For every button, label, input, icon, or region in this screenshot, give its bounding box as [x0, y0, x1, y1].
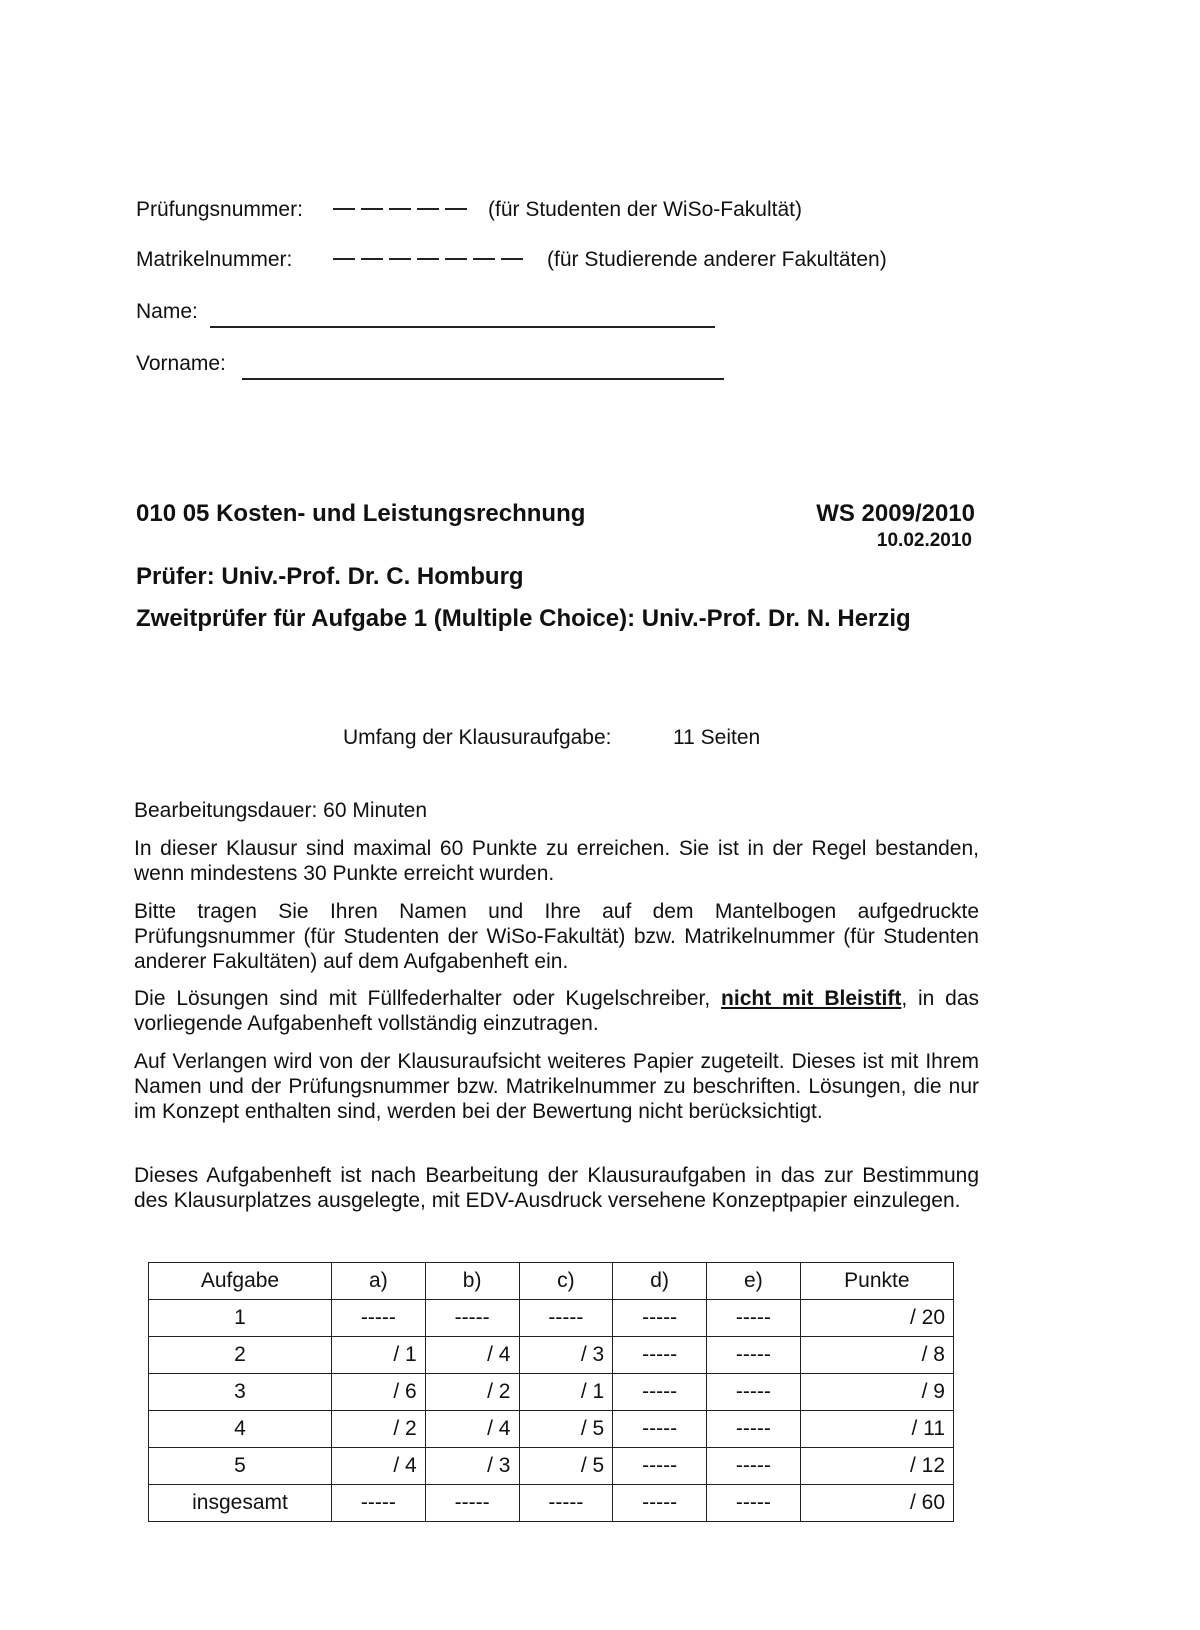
score-cell: / 4 — [332, 1448, 426, 1485]
task-number: 2 — [149, 1337, 332, 1374]
score-cell: ----- — [425, 1300, 519, 1337]
pen-text-after: , in das vorliegende Aufgabenheft vollständig einzutragen. — [134, 987, 980, 1035]
header-a: a) — [332, 1263, 426, 1300]
header-c: c) — [519, 1263, 613, 1300]
task-number: 1 — [149, 1300, 332, 1337]
score-cell: ----- — [613, 1411, 707, 1448]
score-cell: ----- — [332, 1485, 426, 1522]
exam-date: 10.02.2010 — [876, 530, 972, 551]
table-row — [149, 1374, 954, 1411]
table-row-total — [149, 1485, 954, 1522]
score-cell: ----- — [707, 1300, 801, 1337]
score-cell: / 1 — [519, 1374, 613, 1411]
score-cell: / 5 — [519, 1448, 613, 1485]
points-cell: / 11 — [800, 1411, 953, 1448]
total-label: insgesamt — [149, 1485, 332, 1522]
score-cell: / 3 — [519, 1337, 613, 1374]
name-entry-text: Bitte tragen Sie Ihren Namen und Ihre auf dem Mantelbogen aufgedruckte Prüfungsnummer (für Studenten der WiSo-Fakultät) bzw. Matrikelnummer (für Studenten anderer Fakultäten) auf dem Aufgabenheft ein. — [134, 900, 979, 973]
score-cell: ----- — [707, 1485, 801, 1522]
exam-number-hint: (für Studenten der WiSo-Fakultät) — [488, 198, 802, 221]
score-cell: / 1 — [332, 1337, 426, 1374]
semester: WS 2009/2010 — [816, 500, 975, 527]
score-cell: ----- — [332, 1300, 426, 1337]
points-cell: / 20 — [800, 1300, 953, 1337]
name-label: Name: — [136, 300, 198, 323]
score-cell: ----- — [707, 1448, 801, 1485]
pen-text-emphasis: nicht mit Bleistift — [721, 987, 902, 1010]
name-field[interactable] — [210, 308, 715, 328]
score-cell: ----- — [613, 1448, 707, 1485]
score-cell: / 4 — [425, 1337, 519, 1374]
table-row — [149, 1411, 954, 1448]
scope-value: 11 Seiten — [673, 726, 761, 749]
score-cell: ----- — [707, 1411, 801, 1448]
score-cell: ----- — [613, 1300, 707, 1337]
table-row — [149, 1337, 954, 1374]
return-text: Dieses Aufgabenheft ist nach Bearbeitung der Klausuraufgaben in das zur Bestimmung des Klausurplatzes ausgelegte, mit EDV-Ausdruck versehene Konzeptpapier einzulegen. — [134, 1164, 979, 1212]
header-task: Aufgabe — [149, 1263, 332, 1300]
score-cell: ----- — [613, 1337, 707, 1374]
scope-label: Umfang der Klausuraufgabe: — [343, 726, 612, 749]
score-cell: / 2 — [332, 1411, 426, 1448]
score-cell: ----- — [519, 1300, 613, 1337]
duration-text: Bearbeitungsdauer: 60 Minuten — [134, 799, 428, 822]
task-number: 3 — [149, 1374, 332, 1411]
firstname-field[interactable] — [242, 360, 724, 380]
table-row — [149, 1448, 954, 1485]
header-e: e) — [707, 1263, 801, 1300]
score-cell: ----- — [425, 1485, 519, 1522]
score-cell: ----- — [707, 1374, 801, 1411]
score-cell: ----- — [707, 1337, 801, 1374]
pen-instruction — [134, 986, 979, 1036]
matriculation-hint: (für Studierende anderer Fakultäten) — [547, 248, 887, 271]
points-text: In dieser Klausur sind maximal 60 Punkte zu erreichen. Sie ist in der Regel bestanden, wenn mindestens 30 Punkte erreicht wurden. — [134, 837, 979, 885]
exam-number-label: Prüfungsnummer: — [136, 198, 303, 221]
table-row — [149, 1300, 954, 1337]
score-cell: / 6 — [332, 1374, 426, 1411]
matriculation-label: Matrikelnummer: — [136, 248, 293, 271]
examiner: Prüfer: Univ.-Prof. Dr. C. Homburg — [136, 563, 524, 590]
score-cell: / 2 — [425, 1374, 519, 1411]
task-number: 4 — [149, 1411, 332, 1448]
header-points: Punkte — [800, 1263, 953, 1300]
score-cell: ----- — [613, 1374, 707, 1411]
second-examiner: Zweitprüfer für Aufgabe 1 (Multiple Choice): Univ.-Prof. Dr. N. Herzig — [136, 605, 911, 632]
points-cell: / 8 — [800, 1337, 953, 1374]
course-title: 010 05 Kosten- und Leistungsrechnung — [136, 500, 586, 527]
exam-number-blank[interactable] — [333, 200, 473, 218]
score-table — [148, 1262, 954, 1522]
points-cell: / 9 — [800, 1374, 953, 1411]
firstname-label: Vorname: — [136, 352, 226, 375]
score-cell: ----- — [613, 1485, 707, 1522]
score-table-header — [149, 1263, 954, 1300]
score-cell: / 3 — [425, 1448, 519, 1485]
score-cell: / 4 — [425, 1411, 519, 1448]
points-cell: / 60 — [800, 1485, 953, 1522]
task-number: 5 — [149, 1448, 332, 1485]
paper-text: Auf Verlangen wird von der Klausuraufsicht weiteres Papier zugeteilt. Dieses ist mit Ihrem Namen und der Prüfungsnummer bzw. Matrikelnummer zu beschriften. Lösungen, die nur im Konzept enthalten sind, werden bei der Bewertung nicht berücksichtigt. — [134, 1050, 979, 1123]
points-cell: / 12 — [800, 1448, 953, 1485]
score-cell: / 5 — [519, 1411, 613, 1448]
pen-text-before: Die Lösungen sind mit Füllfederhalter oder Kugelschreiber, — [134, 987, 711, 1010]
header-d: d) — [613, 1263, 707, 1300]
score-cell: ----- — [519, 1485, 613, 1522]
matriculation-blank[interactable] — [333, 250, 529, 268]
header-b: b) — [425, 1263, 519, 1300]
